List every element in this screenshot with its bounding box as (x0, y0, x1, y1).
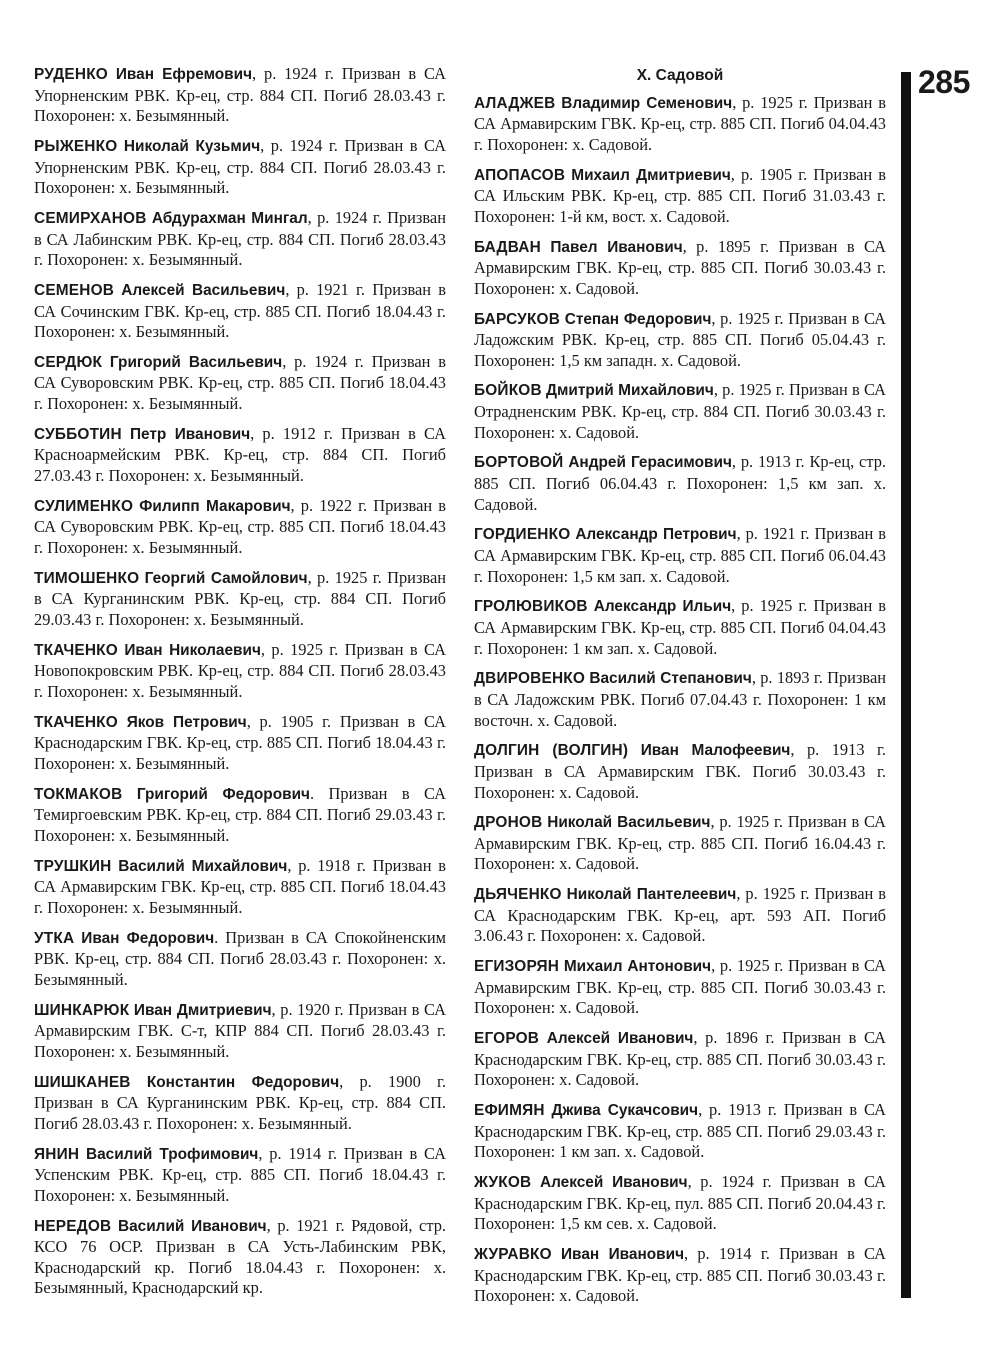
entry (34, 424, 446, 487)
entry (34, 136, 446, 199)
entry-given-name: Алексей Васильевич (121, 281, 286, 299)
entry (34, 856, 446, 919)
entry-given-name: Николай Пантелеевич (566, 886, 737, 904)
entry-given-name: Георгий Самойлович (144, 569, 308, 587)
entry-details: , р. 1925 г. Призван в СА Армавирским ГВК. Кр-ец, стр. 885 СП. Погиб 04.04.43 г. Похоронен: 1 км зап. х. Садовой. (474, 596, 886, 658)
entry (34, 712, 446, 775)
entry-surname: БАРСУКОВ (474, 310, 561, 328)
entry (474, 596, 886, 659)
entry-details: . Призван в СА Темиргоевским РВК. Кр-ец, стр. 884 СП. Погиб 29.03.43 г. Похоронен: х. Безымянный. (34, 783, 446, 845)
entry (34, 568, 446, 631)
entry (474, 93, 886, 156)
entry-details: , р. 1924 г. Призван в СА Лабинским РВК. Кр-ец, стр. 884 СП. Погиб 28.03.43 г. Похоронен: х. Безымянный. (34, 207, 446, 270)
entry-surname: БОРТОВОЙ (474, 454, 564, 472)
entry-surname: АПОПАСОВ (474, 166, 566, 184)
entry-surname: СЕРДЮК (34, 353, 103, 371)
entry-given-name: Василий Трофимович (85, 1145, 259, 1163)
entry-surname: СЕМЕНОВ (34, 281, 115, 299)
entry (34, 496, 446, 559)
entry-given-name: Абдурахман Мингал (151, 209, 308, 227)
entry (34, 1000, 446, 1063)
section-title: Х. Садовой (636, 67, 724, 84)
entry (34, 640, 446, 703)
entry-surname: АЛАДЖЕВ (474, 94, 556, 112)
entry-given-name: Николай Васильевич (547, 814, 711, 832)
entry-given-name: Иван Иванович (561, 1246, 685, 1264)
entry-given-name: Николай Кузьмич (123, 137, 261, 155)
entry-surname: БОЙКОВ (474, 382, 542, 400)
entry-details: , р. 1914 г. Призван в СА Успенским РВК. Кр-ец, стр. 885 СП. Погиб 18.04.43 г. Похоронен: х. Безымянный. (34, 1143, 446, 1205)
entry-given-name: Степан Федорович (564, 310, 712, 328)
entry-surname: ЕГИЗОРЯН (474, 958, 560, 976)
entry-surname: РЫЖЕНКО (34, 137, 118, 155)
entry-surname: ТРУШКИН (34, 857, 112, 875)
entry-given-name: Григорий Федорович (136, 785, 310, 803)
entry-surname: ТКАЧЕНКО (34, 641, 118, 659)
entry-surname: ТКАЧЕНКО (34, 713, 118, 731)
entry-details: , р. 1900 г. Призван в СА Курганинским РВК. Кр-ец, стр. 884 СП. Погиб 28.03.43 г. Похоронен: х. Безымянный. (34, 1071, 446, 1133)
entry-details: , р. 1913 г. Кр-ец, стр. 885 СП. Погиб 06.04.43 г. Похоронен: 1,5 км зап. х. Садовой. (474, 452, 886, 514)
entry-surname: ДОЛГИН (ВОЛГИН) (474, 742, 629, 760)
entry-given-name: Михаил Антонович (563, 958, 712, 976)
entry (34, 64, 446, 127)
entry-details: , р. 1914 г. Призван в СА Краснодарским ГВК. Кр-ец, стр. 885 СП. Погиб 30.03.43 г. Похоронен: х. Садовой. (474, 1244, 886, 1306)
entry-surname: ДЬЯЧЕНКО (474, 886, 562, 904)
entry-details: , р. 1913 г. Призван в СА Армавирским ГВК. Погиб 30.03.43 г. Похоронен: х. Садовой. (474, 740, 886, 802)
entry (474, 1028, 886, 1091)
entry-details: . Призван в СА Спокойненским РВК. Кр-ец, стр. 884 СП. Погиб 28.03.43 г. Похоронен: х. Безымянный. (34, 927, 446, 989)
entry-surname: ЯНИН (34, 1145, 80, 1163)
entry-surname: ТИМОШЕНКО (34, 569, 140, 587)
entry-given-name: Михаил Дмитриевич (571, 166, 731, 184)
entry-given-name: Алексей Иванович (546, 1030, 694, 1048)
entry-given-name: Иван Дмитриевич (133, 1001, 272, 1019)
entry (474, 165, 886, 228)
entry-surname: ЕФИМЯН (474, 1102, 545, 1120)
entry (34, 928, 446, 991)
entry-details: , р. 1913 г. Призван в СА Краснодарским ГВК. Кр-ец, стр. 885 СП. Погиб 29.03.43 г. Похоронен: 1 км зап. х. Садовой. (474, 1100, 886, 1162)
entry (34, 784, 446, 847)
entry-details: , р. 1921 г. Призван в СА Армавирским ГВК. Кр-ец, стр. 885 СП. Погиб 06.04.43 г. Похоронен: 1,5 км зап. х. Садовой. (474, 524, 886, 586)
entry-given-name: Павел Иванович (550, 238, 683, 256)
entry-given-name: Василий Степанович (589, 670, 752, 688)
entry-details: , р. 1921 г. Призван в СА Сочинским ГВК. Кр-ец, стр. 885 СП. Погиб 18.04.43 г. Похоронен: х. Безымянный. (34, 279, 446, 342)
entry-details: , р. 1925 г. Призван в СА Армавирским ГВК. Кр-ец, стр. 885 СП. Погиб 30.03.43 г. Похоронен: х. Садовой. (474, 956, 886, 1018)
entry (474, 884, 886, 947)
entry-details: , р. 1922 г. Призван в СА Суворовским РВК. Кр-ец, стр. 885 СП. Погиб 18.04.43 г. Похоронен: х. Безымянный. (34, 495, 446, 557)
entry (34, 352, 446, 415)
entry-surname: ТОКМАКОВ (34, 785, 123, 803)
entry-given-name: Филипп Макарович (139, 497, 291, 515)
entry-details: , р. 1925 г. Призван в СА Ладожским РВК. Кр-ец, стр. 885 СП. Погиб 05.04.43 г. Похоронен: 1,5 км западн. х. Садовой. (474, 308, 886, 370)
entry-details: , р. 1895 г. Призван в СА Армавирским ГВК. Кр-ец, стр. 885 СП. Погиб 30.03.43 г. Похоронен: х. Садовой. (474, 236, 886, 298)
entry-details: , р. 1925 г. Призван в СА Новопокровским РВК. Кр-ец, стр. 884 СП. Погиб 28.03.43 г. Похоронен: х. Безымянный. (34, 639, 446, 701)
entry (34, 208, 446, 271)
entry-details: , р. 1924 г. Призван в СА Упорненским РВК. Кр-ец, стр. 884 СП. Погиб 28.03.43 г. Похоронен: х. Безымянный. (34, 135, 446, 198)
entry-surname: СЕМИРХАНОВ (34, 209, 147, 227)
entry-surname: ЕГОРОВ (474, 1030, 540, 1048)
entry (474, 812, 886, 875)
entry-details: , р. 1925 г. Призван в СА Армавирским ГВК. Кр-ец, стр. 885 СП. Погиб 16.04.43 г. Похоронен: х. Садовой. (474, 812, 886, 874)
entry-details: , р. 1925 г. Призван в СА Краснодарским ГВК. Кр-ец, арт. 593 АП. Погиб 3.06.43 г. Похоронен: х. Садовой. (474, 884, 887, 946)
entry (474, 668, 886, 731)
entry-details: , р. 1905 г. Призван в СА Краснодарским ГВК. Кр-ец, стр. 885 СП. Погиб 18.04.43 г. Похоронен: х. Безымянный. (34, 711, 446, 773)
entry-surname: ГРОЛЮВИКОВ (474, 598, 588, 616)
entry (474, 956, 886, 1019)
entry-surname: БАДВАН (474, 238, 541, 256)
page-number: 285 (918, 64, 970, 100)
entry-given-name: Василий Михайлович (118, 857, 288, 875)
entry-details: , р. 1912 г. Призван в СА Красноармейским РВК. Кр-ец, стр. 884 СП. Погиб 27.03.43 г. Похоронен: х. Безымянный. (34, 423, 446, 486)
entry-given-name: Иван Николаевич (124, 641, 261, 659)
entry (474, 1244, 886, 1307)
entry-details: , р. 1920 г. Призван в СА Армавирским ГВК. С-т, КПР 884 СП. Погиб 28.03.43 г. Похоронен: х. Безымянный. (34, 999, 446, 1061)
left-column (34, 64, 446, 1308)
entry-given-name: Владимир Семенович (561, 94, 733, 112)
entry (34, 280, 446, 343)
entry-given-name: Иван Ефремович (115, 66, 253, 83)
entry-surname: ДРОНОВ (474, 814, 543, 832)
entry-details: , р. 1896 г. Призван в СА Краснодарским ГВК. Кр-ец, стр. 885 СП. Погиб 30.03.43 г. Похоронен: х. Садовой. (474, 1028, 886, 1090)
entry-surname: ДВИРОВЕНКО (474, 670, 586, 688)
entry-given-name: Иван Федорович (81, 929, 215, 947)
entry-surname: РУДЕНКО (34, 66, 108, 83)
entry (474, 452, 886, 515)
entry-surname: ЖУРАВКО (474, 1246, 552, 1264)
entry-details: , р. 1924 г. Призван в СА Суворовским РВК. Кр-ец, стр. 885 СП. Погиб 18.04.43 г. Похоронен: х. Безымянный. (34, 351, 446, 414)
entry-given-name: Александр Ильич (593, 598, 732, 616)
entry-given-name: Яков Петрович (126, 713, 247, 731)
entry-surname: НЕРЕДОВ (34, 1217, 112, 1235)
entry (474, 380, 886, 443)
entry (34, 1144, 446, 1207)
entry-details: , р. 1925 г. Призван в СА Армавирским ГВК. Кр-ец, стр. 885 СП. Погиб 04.04.43 г. Похоронен: х. Садовой. (474, 92, 886, 154)
entry-surname: ШИШКАНЕВ (34, 1073, 131, 1091)
entry-details: , р. 1893 г. Призван в СА Ладожским РВК. Погиб 07.04.43 г. Похоронен: 1 км восточн. х. Садовой. (474, 668, 886, 730)
entry-given-name: Джива Сукачсович (551, 1102, 699, 1120)
entry (474, 1100, 886, 1163)
entry-given-name: Григорий Васильевич (109, 353, 283, 371)
entry (474, 1172, 886, 1235)
entry-surname: УТКА (34, 929, 75, 947)
entry-surname: СУББОТИН (34, 425, 122, 443)
entry-details: , р. 1924 г. Призван в СА Упорненским РВК. Кр-ец, стр. 884 СП. Погиб 28.03.43 г. Похоронен: х. Безымянный. (34, 64, 446, 126)
entry-details: , р. 1905 г. Призван в СА Ильским РВК. Кр-ец, стр. 885 СП. Погиб 31.03.43 г. Похоронен: 1-й км, вост. х. Садовой. (474, 164, 886, 226)
margin-bar (901, 72, 911, 1298)
entry-given-name: Алексей Иванович (539, 1174, 688, 1192)
entry-details: , р. 1921 г. Рядовой, стр. КСО 76 ОСР. Призван в СА Усть-Лабинским РВК, Краснодарский кр. Погиб 18.04.43 г. Похоронен: х. Безымянный, Краснодарский кр. (34, 1215, 446, 1298)
entry-surname: ШИНКАРЮК (34, 1001, 130, 1019)
entry-details: , р. 1925 г. Призван в СА Курганинским РВК. Кр-ец, стр. 884 СП. Погиб 29.03.43 г. Похоронен: х. Безымянный. (34, 567, 446, 629)
entry-given-name: Петр Иванович (129, 425, 251, 443)
entry (474, 309, 886, 372)
entry-given-name: Дмитрий Михайлович (546, 382, 714, 400)
entry-given-name: Александр Петрович (575, 526, 737, 544)
entry-details: , р. 1918 г. Призван в СА Армавирским ГВК. Кр-ец, стр. 885 СП. Погиб 18.04.43 г. Похоронен: х. Безымянный. (34, 855, 446, 917)
entry-surname: ЖУКОВ (474, 1174, 532, 1192)
entry (474, 237, 886, 300)
entry-surname: ГОРДИЕНКО (474, 526, 571, 544)
entry-given-name: Василий Иванович (117, 1217, 267, 1235)
entry (34, 1216, 446, 1299)
entry-given-name: Андрей Герасимович (568, 454, 732, 472)
entry-given-name: Иван Малофеевич (640, 742, 791, 760)
entry (474, 740, 886, 803)
entry (34, 1072, 446, 1135)
entry-surname: СУЛИМЕНКО (34, 497, 134, 515)
entry-details: , р. 1924 г. Призван в СА Краснодарским ГВК. Кр-ец, пул. 885 СП. Погиб 20.04.43 г. Похоронен: 1,5 км сев. х. Садовой. (474, 1172, 886, 1234)
entry-details: , р. 1925 г. Призван в СА Отрадненским РВК. Кр-ец, стр. 884 СП. Погиб 30.03.43 г. Похоронен: х. Садовой. (474, 380, 886, 442)
right-column (474, 64, 886, 1316)
entry-given-name: Константин Федорович (146, 1073, 340, 1091)
entry (474, 524, 886, 587)
